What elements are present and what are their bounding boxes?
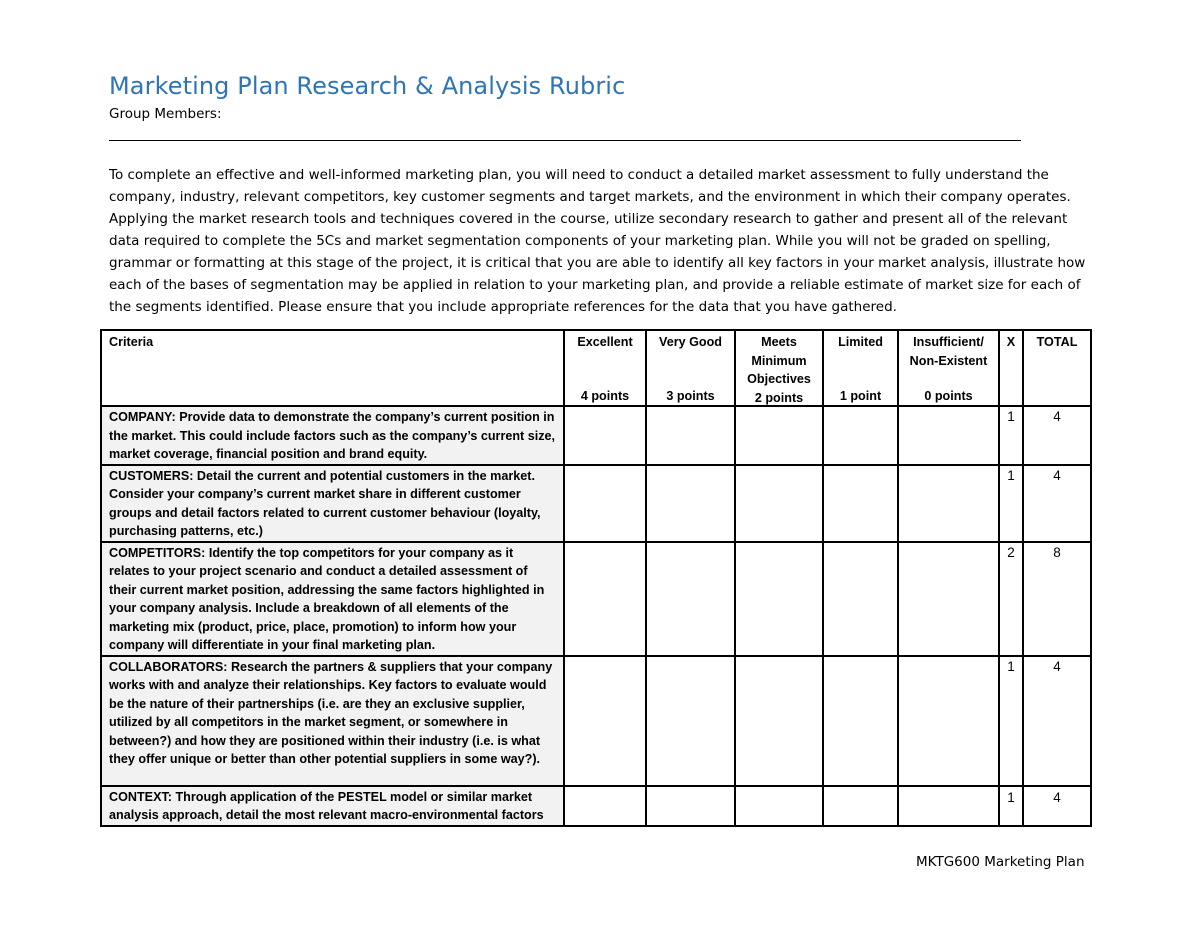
score-cell-insufficient[interactable] <box>898 465 999 542</box>
group-members-label: Group Members: <box>109 106 222 122</box>
header-insufficient: Insufficient/ Non-Existent 0 points <box>898 330 999 406</box>
intro-line: Applying the market research tools and techniques covered in the course, utilize secondary research to gather and present all of the relevant <box>109 211 1068 227</box>
intro-line: data required to complete the 5Cs and market segmentation components of your marketing plan. While you will not be graded on spelling, <box>109 233 1051 249</box>
criteria-customers: CUSTOMERS: Detail the current and potential customers in the market. Consider your company’s current market share in different customer groups and detail factors related to current customer behaviour (loyalty, purchasing patterns, etc.) <box>101 465 564 542</box>
header-insufficient-points: 0 points <box>924 388 973 403</box>
score-cell-meets[interactable] <box>735 542 823 656</box>
score-cell-very-good[interactable] <box>646 465 735 542</box>
score-cell-limited[interactable] <box>823 406 898 465</box>
header-very-good: Very Good 3 points <box>646 330 735 406</box>
weight-cell: 1 <box>999 465 1023 542</box>
score-cell-excellent[interactable] <box>564 465 646 542</box>
total-cell: 4 <box>1023 656 1091 786</box>
header-x: X <box>999 330 1023 406</box>
score-cell-very-good[interactable] <box>646 786 735 826</box>
score-cell-meets[interactable] <box>735 465 823 542</box>
score-cell-insufficient[interactable] <box>898 406 999 465</box>
header-very-good-points: 3 points <box>666 388 715 403</box>
rubric-table <box>100 329 1092 827</box>
score-cell-excellent[interactable] <box>564 786 646 826</box>
page-footer: MKTG600 Marketing Plan <box>916 854 1085 870</box>
score-cell-very-good[interactable] <box>646 542 735 656</box>
score-cell-insufficient[interactable] <box>898 656 999 786</box>
header-criteria: Criteria <box>101 330 564 406</box>
header-limited: Limited 1 point <box>823 330 898 406</box>
header-meets-minimum: Meets Minimum Objectives 2 points <box>735 330 823 406</box>
group-members-line <box>109 140 1021 141</box>
intro-line: the segments identified. Please ensure that you include appropriate references for the data that you have gathered. <box>109 299 897 315</box>
header-excellent-points: 4 points <box>580 388 630 403</box>
score-cell-very-good[interactable] <box>646 656 735 786</box>
table-row <box>101 542 1091 656</box>
score-cell-meets[interactable] <box>735 786 823 826</box>
weight-cell: 1 <box>999 656 1023 786</box>
table-row <box>101 406 1091 465</box>
intro-line: grammar or formatting at this stage of the project, it is critical that you are able to identify all key factors in your market analysis, illustrate how <box>109 255 1086 271</box>
criteria-competitors: COMPETITORS: Identify the top competitors for your company as it relates to your project scenario and conduct a detailed assessment of their current market position, addressing the same factors highlighted in your company analysis. Include a breakdown of all elements of the marketing mix (product, price, place, promotion) to inform how your company will differentiate in your final marketing plan. <box>101 542 564 656</box>
score-cell-limited[interactable] <box>823 465 898 542</box>
score-cell-limited[interactable] <box>823 786 898 826</box>
header-limited-points: 1 point <box>839 388 882 403</box>
intro-line: company, industry, relevant competitors, key customer segments and target markets, and the environment in which their company operates. <box>109 189 1071 205</box>
page-title: Marketing Plan Research & Analysis Rubric <box>109 72 626 100</box>
header-meets-points: 2 points <box>754 390 804 405</box>
table-row <box>101 465 1091 542</box>
score-cell-excellent[interactable] <box>564 656 646 786</box>
header-total: TOTAL <box>1023 330 1091 406</box>
total-cell: 4 <box>1023 406 1091 465</box>
criteria-context: CONTEXT: Through application of the PESTEL model or similar market analysis approach, detail the most relevant macro-environmental factors <box>101 786 564 826</box>
header-excellent: Excellent 4 points <box>564 330 646 406</box>
weight-cell: 2 <box>999 542 1023 656</box>
weight-cell: 1 <box>999 786 1023 826</box>
score-cell-insufficient[interactable] <box>898 786 999 826</box>
score-cell-limited[interactable] <box>823 542 898 656</box>
weight-cell: 1 <box>999 406 1023 465</box>
intro-line: To complete an effective and well-informed marketing plan, you will need to conduct a detailed market assessment to fully understand the <box>109 167 1049 183</box>
intro-paragraph <box>109 164 1084 318</box>
header-row <box>101 330 1091 406</box>
total-cell: 4 <box>1023 465 1091 542</box>
criteria-company: COMPANY: Provide data to demonstrate the company’s current position in the market. This could include factors such as the company’s current size, market coverage, financial position and brand equity. <box>101 406 564 465</box>
total-cell: 8 <box>1023 542 1091 656</box>
total-cell: 4 <box>1023 786 1091 826</box>
score-cell-very-good[interactable] <box>646 406 735 465</box>
score-cell-excellent[interactable] <box>564 406 646 465</box>
table-row <box>101 786 1091 826</box>
score-cell-meets[interactable] <box>735 406 823 465</box>
criteria-collaborators: COLLABORATORS: Research the partners & suppliers that your company works with and analyze their relationships. Key factors to evaluate would be the nature of their partnerships (i.e. are they an exclusive supplier, utilized by all competitors in the market segment, or somewhere in between?) and how they are positioned within their industry (i.e. is what they offer unique or better than other potential suppliers in some way?). <box>101 656 564 786</box>
score-cell-meets[interactable] <box>735 656 823 786</box>
table-row <box>101 656 1091 786</box>
score-cell-excellent[interactable] <box>564 542 646 656</box>
score-cell-limited[interactable] <box>823 656 898 786</box>
intro-line: each of the bases of segmentation may be applied in relation to your marketing plan, and provide a reliable estimate of market size for each of <box>109 277 1081 293</box>
score-cell-insufficient[interactable] <box>898 542 999 656</box>
